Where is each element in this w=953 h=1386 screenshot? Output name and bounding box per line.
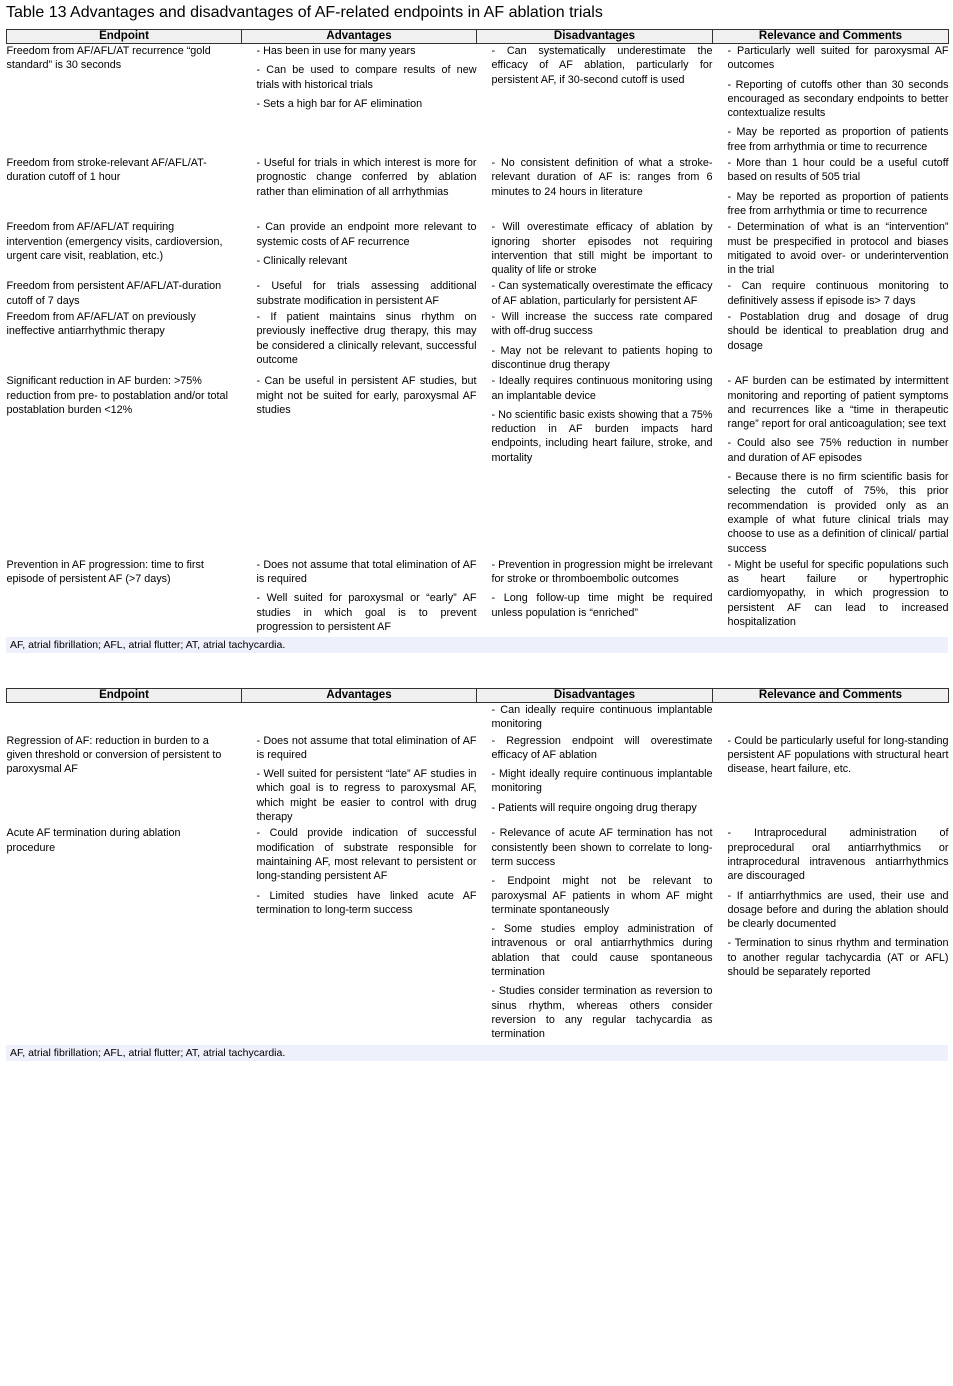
comments-cell bbox=[713, 44, 949, 157]
comments-cell bbox=[713, 220, 949, 279]
endpoint-cell: Freedom from persistent AF/AFL/AT-duration cutoff of 7 days bbox=[6, 280, 222, 307]
advantage-item: - Limited studies have linked acute AF termination to long-term success bbox=[256, 889, 477, 916]
advantages-cell bbox=[242, 156, 477, 220]
advantages-cell bbox=[242, 703, 477, 734]
disadvantages-cell bbox=[477, 220, 713, 279]
advantages-cell bbox=[242, 374, 477, 558]
disadvantages-cell bbox=[477, 374, 713, 558]
table-row bbox=[7, 734, 949, 827]
advantages-cell bbox=[242, 558, 477, 636]
disadvantage-item: - Endpoint might not be relevant to paroxysmal AF patients in whom AF might terminate spontaneously bbox=[491, 875, 713, 916]
advantage-item: - Does not assume that total elimination of AF is required bbox=[256, 558, 477, 586]
advantages-cell bbox=[242, 826, 477, 1043]
comment-item: - Particularly well suited for paroxysmal AF outcomes bbox=[727, 45, 949, 72]
comments-cell bbox=[713, 310, 949, 374]
endpoint-cell: Freedom from stroke-relevant AF/AFL/AT-duration cutoff of 1 hour bbox=[6, 157, 207, 184]
endpoints-table-1 bbox=[6, 29, 949, 636]
header-advantages: Advantages bbox=[242, 689, 477, 703]
endpoint-cell: Acute AF termination during ablation procedure bbox=[6, 827, 181, 854]
comment-item: - Reporting of cutoffs other than 30 seconds encouraged as secondary endpoints to better contextualize results bbox=[727, 78, 949, 120]
comments-cell bbox=[713, 279, 949, 310]
advantages-cell bbox=[242, 220, 477, 279]
advantages-cell bbox=[242, 310, 477, 374]
table-title: Table 13 Advantages and disadvantages of AF-related endpoints in AF ablation trials bbox=[6, 4, 603, 21]
comment-item: - If antiarrhythmics are used, their use and dosage before and during the ablation should be clearly documented bbox=[727, 889, 949, 931]
disadvantage-item: - Patients will require ongoing drug therapy bbox=[491, 801, 697, 814]
table-header-row bbox=[7, 689, 949, 703]
endpoints-table-2 bbox=[6, 688, 949, 1044]
disadvantage-item: - No scientific basic exists showing that a 75% reduction in AF burden impacts hard endpoints, including heart failure, stroke, and mortality bbox=[491, 408, 713, 464]
comment-item: - Intraprocedural administration of preprocedural oral antiarrhythmics or intraprocedural intravenous antiarrhythmics are discouraged bbox=[727, 827, 949, 883]
comments-cell bbox=[713, 374, 949, 558]
advantage-item: - Has been in use for many years bbox=[256, 45, 416, 57]
advantage-item: - Clinically relevant bbox=[256, 254, 348, 267]
comment-item: - AF burden can be estimated by intermittent monitoring and reporting of patient symptoms and recurrences like a “time in therapeutic range” report for oral anticoagulation; see text bbox=[727, 375, 949, 431]
disadvantage-item: - Will overestimate efficacy of ablation by ignoring shorter episodes not requiring intervention that still might be important to quality of life or stroke bbox=[491, 221, 713, 277]
comment-item: - May be reported as proportion of patients free from arrhythmia or time to recurrence bbox=[727, 126, 949, 153]
disadvantages-cell bbox=[477, 826, 713, 1043]
disadvantage-item: - Relevance of acute AF termination has not consistently been shown to correlate to long-term success bbox=[491, 827, 713, 868]
advantage-item: - Can provide an endpoint more relevant to systemic costs of AF recurrence bbox=[256, 221, 477, 248]
header-comments: Relevance and Comments bbox=[713, 30, 949, 44]
endpoint-cell: Significant reduction in AF burden: >75% reduction from pre- to postablation and/or total postablation burden <12% bbox=[6, 375, 228, 416]
table-footnote: AF, atrial fibrillation; AFL, atrial flutter; AT, atrial tachycardia. bbox=[6, 1045, 948, 1061]
header-comments: Relevance and Comments bbox=[713, 689, 949, 703]
comments-cell bbox=[713, 558, 949, 636]
endpoint-cell: Freedom from AF/AFL/AT requiring intervention (emergency visits, cardioversion, urgent care visit, reablation, etc.) bbox=[6, 221, 223, 262]
table-row bbox=[7, 279, 949, 310]
comment-item: - Determination of what is an “intervention” must be prespecified in protocol and biases mitigated to avoid over- or underintervention in the trial bbox=[727, 221, 949, 277]
header-endpoint: Endpoint bbox=[7, 689, 242, 703]
comment-item: - May be reported as proportion of patients free from arrhythmia or time to recurrence bbox=[727, 190, 949, 217]
disadvantage-item: - Ideally requires continuous monitoring using an implantable device bbox=[491, 375, 713, 402]
comment-item: - Postablation drug and dosage of drug should be identical to preablation drug and dosage bbox=[727, 311, 949, 352]
disadvantage-item: - May not be relevant to patients hoping to discontinue drug therapy bbox=[491, 344, 713, 371]
advantage-item: - Useful for trials in which interest is more for prognostic change conferred by ablation rather than elimination of all arrhythmias bbox=[256, 157, 477, 198]
table-row bbox=[7, 156, 949, 220]
endpoint-cell: Freedom from AF/AFL/AT on previously ineffective antiarrhythmic therapy bbox=[6, 311, 196, 338]
advantage-item: - Could provide indication of successful modification of substrate responsible for maintaining AF, most relevant to persistent or long-standing persistent AF bbox=[256, 827, 477, 883]
header-advantages: Advantages bbox=[242, 30, 477, 44]
table-footnote: AF, atrial fibrillation; AFL, atrial flutter; AT, atrial tachycardia. bbox=[6, 637, 948, 653]
disadvantages-cell bbox=[477, 558, 713, 636]
advantages-cell bbox=[242, 44, 477, 157]
disadvantages-cell bbox=[477, 156, 713, 220]
disadvantages-cell bbox=[477, 703, 713, 734]
advantage-item: - If patient maintains sinus rhythm on previously ineffective drug therapy, this may be considered a clinically relevant, successful outcome bbox=[256, 311, 477, 366]
header-disadvantages: Disadvantages bbox=[477, 30, 713, 44]
disadvantage-item: - Regression endpoint will overestimate efficacy of AF ablation bbox=[491, 734, 713, 761]
disadvantage-item: - Might ideally require continuous implantable monitoring bbox=[491, 768, 713, 795]
disadvantage-item: - Can systematically underestimate the efficacy of AF ablation, particularly for persistent AF, if 30-second cutoff is used bbox=[491, 45, 713, 86]
comments-cell bbox=[713, 703, 949, 734]
comment-item: - Because there is no firm scientific basis for selecting the cutoff of 75%, this prior recommendation is provided only as an example of what future clinical trials may choose to use as a definition of clinical/ partial success bbox=[727, 471, 949, 555]
advantage-item: - Well suited for paroxysmal or “early” AF studies in which goal is to prevent progression to persistent AF bbox=[256, 592, 477, 633]
advantage-item: - Useful for trials assessing additional substrate modification in persistent AF bbox=[256, 280, 477, 307]
disadvantage-item: - Can systematically overestimate the efficacy of AF ablation, particularly for persistent AF bbox=[491, 280, 713, 307]
advantages-cell bbox=[242, 734, 477, 827]
comment-item: - Could also see 75% reduction in number and duration of AF episodes bbox=[727, 437, 949, 464]
comments-cell bbox=[713, 734, 949, 827]
disadvantage-item: - Studies consider termination as reversion to sinus rhythm, whereas others consider reversion to any regular tachycardia as termination bbox=[491, 985, 713, 1041]
disadvantages-cell bbox=[477, 44, 713, 157]
header-endpoint: Endpoint bbox=[7, 30, 242, 44]
table-row bbox=[7, 826, 949, 1043]
table-row bbox=[7, 558, 949, 636]
disadvantage-item: - Can ideally require continuous implantable monitoring bbox=[491, 704, 713, 731]
advantages-cell bbox=[242, 279, 477, 310]
comments-cell bbox=[713, 156, 949, 220]
comment-item: - Could be particularly useful for long-standing persistent AF populations with structural heart disease, heart failure, etc. bbox=[727, 734, 949, 776]
disadvantage-item: - Will increase the success rate compared with off-drug success bbox=[491, 311, 713, 338]
table-header-row bbox=[7, 30, 949, 44]
table-row bbox=[7, 44, 949, 157]
disadvantages-cell bbox=[477, 310, 713, 374]
comment-item: - Termination to sinus rhythm and termination to another regular tachycardia (AT or AFL) should be separately reported bbox=[727, 937, 949, 979]
disadvantage-item: - Some studies employ administration of intravenous or oral antiarrhythmics during ablation that could cause spontaneous termination bbox=[491, 923, 713, 979]
advantage-item: - Sets a high bar for AF elimination bbox=[256, 97, 423, 110]
table-row bbox=[7, 310, 949, 374]
disadvantage-item: - Long follow-up time might be required unless population is “enriched” bbox=[491, 592, 713, 619]
header-disadvantages: Disadvantages bbox=[477, 689, 713, 703]
advantage-item: - Well suited for persistent “late” AF studies in which goal is to regress to paroxysmal AF, which might be easier to control with drug therapy bbox=[256, 768, 477, 824]
comment-item: - Might be useful for specific populations such as heart failure or hypertrophic cardiomyopathy, in which progression to persistent AF can lead to increased hospitalization bbox=[727, 558, 949, 628]
endpoint-cell: Regression of AF: reduction in burden to a given threshold or conversion of persistent to paroxysmal AF bbox=[6, 734, 222, 776]
comment-item: - Can require continuous monitoring to definitively assess if episode is> 7 days bbox=[727, 280, 949, 307]
disadvantages-cell bbox=[477, 279, 713, 310]
advantage-item: - Can be useful in persistent AF studies, but might not be suited for early, paroxysmal AF studies bbox=[256, 375, 477, 416]
table-row bbox=[7, 374, 949, 558]
endpoint-cell: Prevention in AF progression: time to first episode of persistent AF (>7 days) bbox=[6, 558, 204, 586]
comment-item: - More than 1 hour could be a useful cutoff based on results of 505 trial bbox=[727, 157, 949, 184]
disadvantages-cell bbox=[477, 734, 713, 827]
advantage-item: - Does not assume that total elimination of AF is required bbox=[256, 734, 477, 761]
disadvantage-item: - No consistent definition of what a stroke-relevant duration of AF is: ranges from 6 minutes to 24 hours in literature bbox=[491, 157, 713, 198]
endpoint-cell bbox=[7, 703, 242, 734]
comments-cell bbox=[713, 826, 949, 1043]
endpoint-cell: Freedom from AF/AFL/AT recurrence “gold standard” is 30 seconds bbox=[6, 45, 211, 72]
disadvantage-item: - Prevention in progression might be irrelevant for stroke or thromboembolic outcomes bbox=[491, 558, 713, 586]
advantage-item: - Can be used to compare results of new trials with historical trials bbox=[256, 64, 477, 91]
table-row bbox=[7, 703, 949, 734]
table-row bbox=[7, 220, 949, 279]
